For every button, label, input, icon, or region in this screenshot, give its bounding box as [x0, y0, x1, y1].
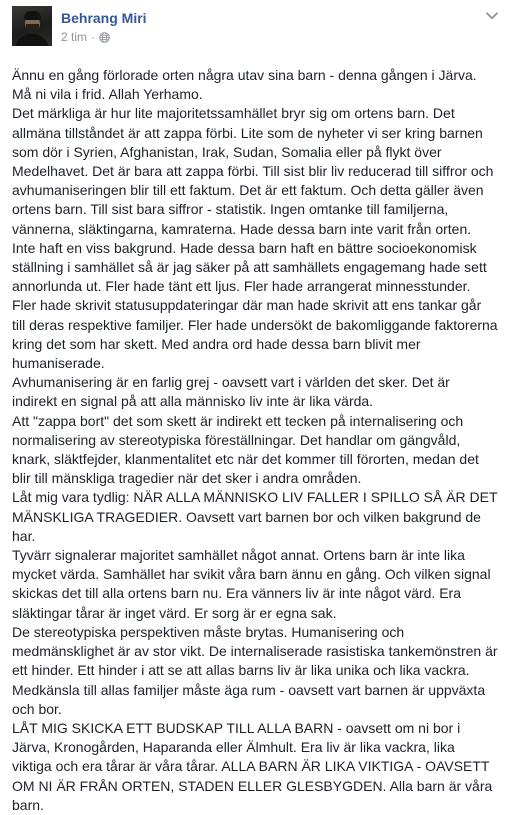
- post-meta: [61, 30, 110, 45]
- post-paragraph: Tyvärr signalerar majoritet samhället något annat. Ortens barn är inte lika mycket värda. Samhället har svikit våra barn ännu en gång. Och vilken signal skickas det till alla ortens barn nu. Era vänners liv är inte något värd. Era släktingar tårar är inget värd. Er sorg är er egna sak.: [12, 547, 491, 621]
- avatar[interactable]: [12, 6, 52, 46]
- chevron-down-icon[interactable]: [486, 12, 498, 20]
- post-paragraph: Det märkliga är hur lite majoritetssamhället bryr sig om ortens barn. Det allmäna tillståndet är att zappa förbi. Lite som de nyheter vi ser kring barnen som dör i Syrien, Afghanistan, Irak, Sudan, Somalia eller på flykt över Medelhavet. Det är bara att zappa förbi. Till sist blir liv reducerad till siffror och avhumaniseringen blir till ett faktum. Det är ett faktum. Och detta gäller även ortens barn. Till sist bara siffror - statistik. Ingen omtanke till familjerna, vännerna, släktingarna, kamraterna. Hade dessa barn inte varit från orten. Inte haft en viss bakgrund. Hade dessa barn haft en bättre socioekonomisk ställning i samhället så är jag säker på att samhällets engagemang hade sett annorlunda ut. Fler hade tänt ett ljus. Fler hade arrangerat minnesstunder. Fler hade skrivit statusuppdateringar där man hade skrivit att ens tankar går till deras respektive familjer. Fler hade undersökt de bakomliggande faktorerna kring det som har skett. Med andra ord hade dessa barn blivit mer humaniserade.: [12, 105, 498, 372]
- post-body: [12, 66, 498, 815]
- author-name[interactable]: Behrang Miri: [61, 10, 147, 26]
- post-paragraph: De stereotypiska perspektiven måste brytas. Humanisering och medmänsklighet är av stor vikt. De internaliserade rasistiska tankemönstren är ett hinder. Ett hinder i att se att allas barns liv är lika unika och lika vackra. Medkänsla till allas familjer måste äga rum - oavsett vart barnen är uppväxta och bor.: [12, 623, 498, 717]
- post-paragraph: Ännu en gång förlorade orten några utav sina barn - denna gången i Järva. Må ni vila i frid. Allah Yerhamo.: [12, 67, 477, 103]
- post-paragraph: LÅT MIG SKICKA ETT BUDSKAP TILL ALLA BARN - oavsett om ni bor i Järva, Kronogården, Haparanda eller Älmhult. Era liv är lika vackra, lika viktiga och era tårar är våra tårar. ALLA BARN ÄR LIKA VIKTIGA - OAVSETT OM NI ÄR FRÅN ORTEN, STADEN ELLER GLESBYGDEN. Alla barn är våra barn.: [12, 719, 493, 813]
- meta-separator: ·: [91, 30, 96, 44]
- post-timestamp[interactable]: 2 tim: [61, 30, 88, 44]
- post-paragraph: Låt mig vara tydlig: NÄR ALLA MÄNNISKO LIV FALLER I SPILLO SÅ ÄR DET MÄNSKLIGA TRAGEDIER. Oavsett vart barnen bor och vilken bakgrund de har.: [12, 489, 498, 544]
- post-paragraph: Att "zappa bort" det som skett är indirekt ett tecken på internalisering och normalisering av stereotypiska föreställningar. Det handlar om gängvåld, knark, släktfejder, klanmentalitet etc när det kommer till förorten, medan det blir till mänskliga tragedier när det sker i andra områden.: [12, 412, 479, 487]
- globe-icon[interactable]: [99, 32, 110, 43]
- post-header: [12, 6, 498, 50]
- post-paragraph: Avhumanisering är en farlig grej - oavsett vart i världen det sker. Det är indirekt en signal på att alla människo liv inte är lika värda.: [12, 374, 450, 410]
